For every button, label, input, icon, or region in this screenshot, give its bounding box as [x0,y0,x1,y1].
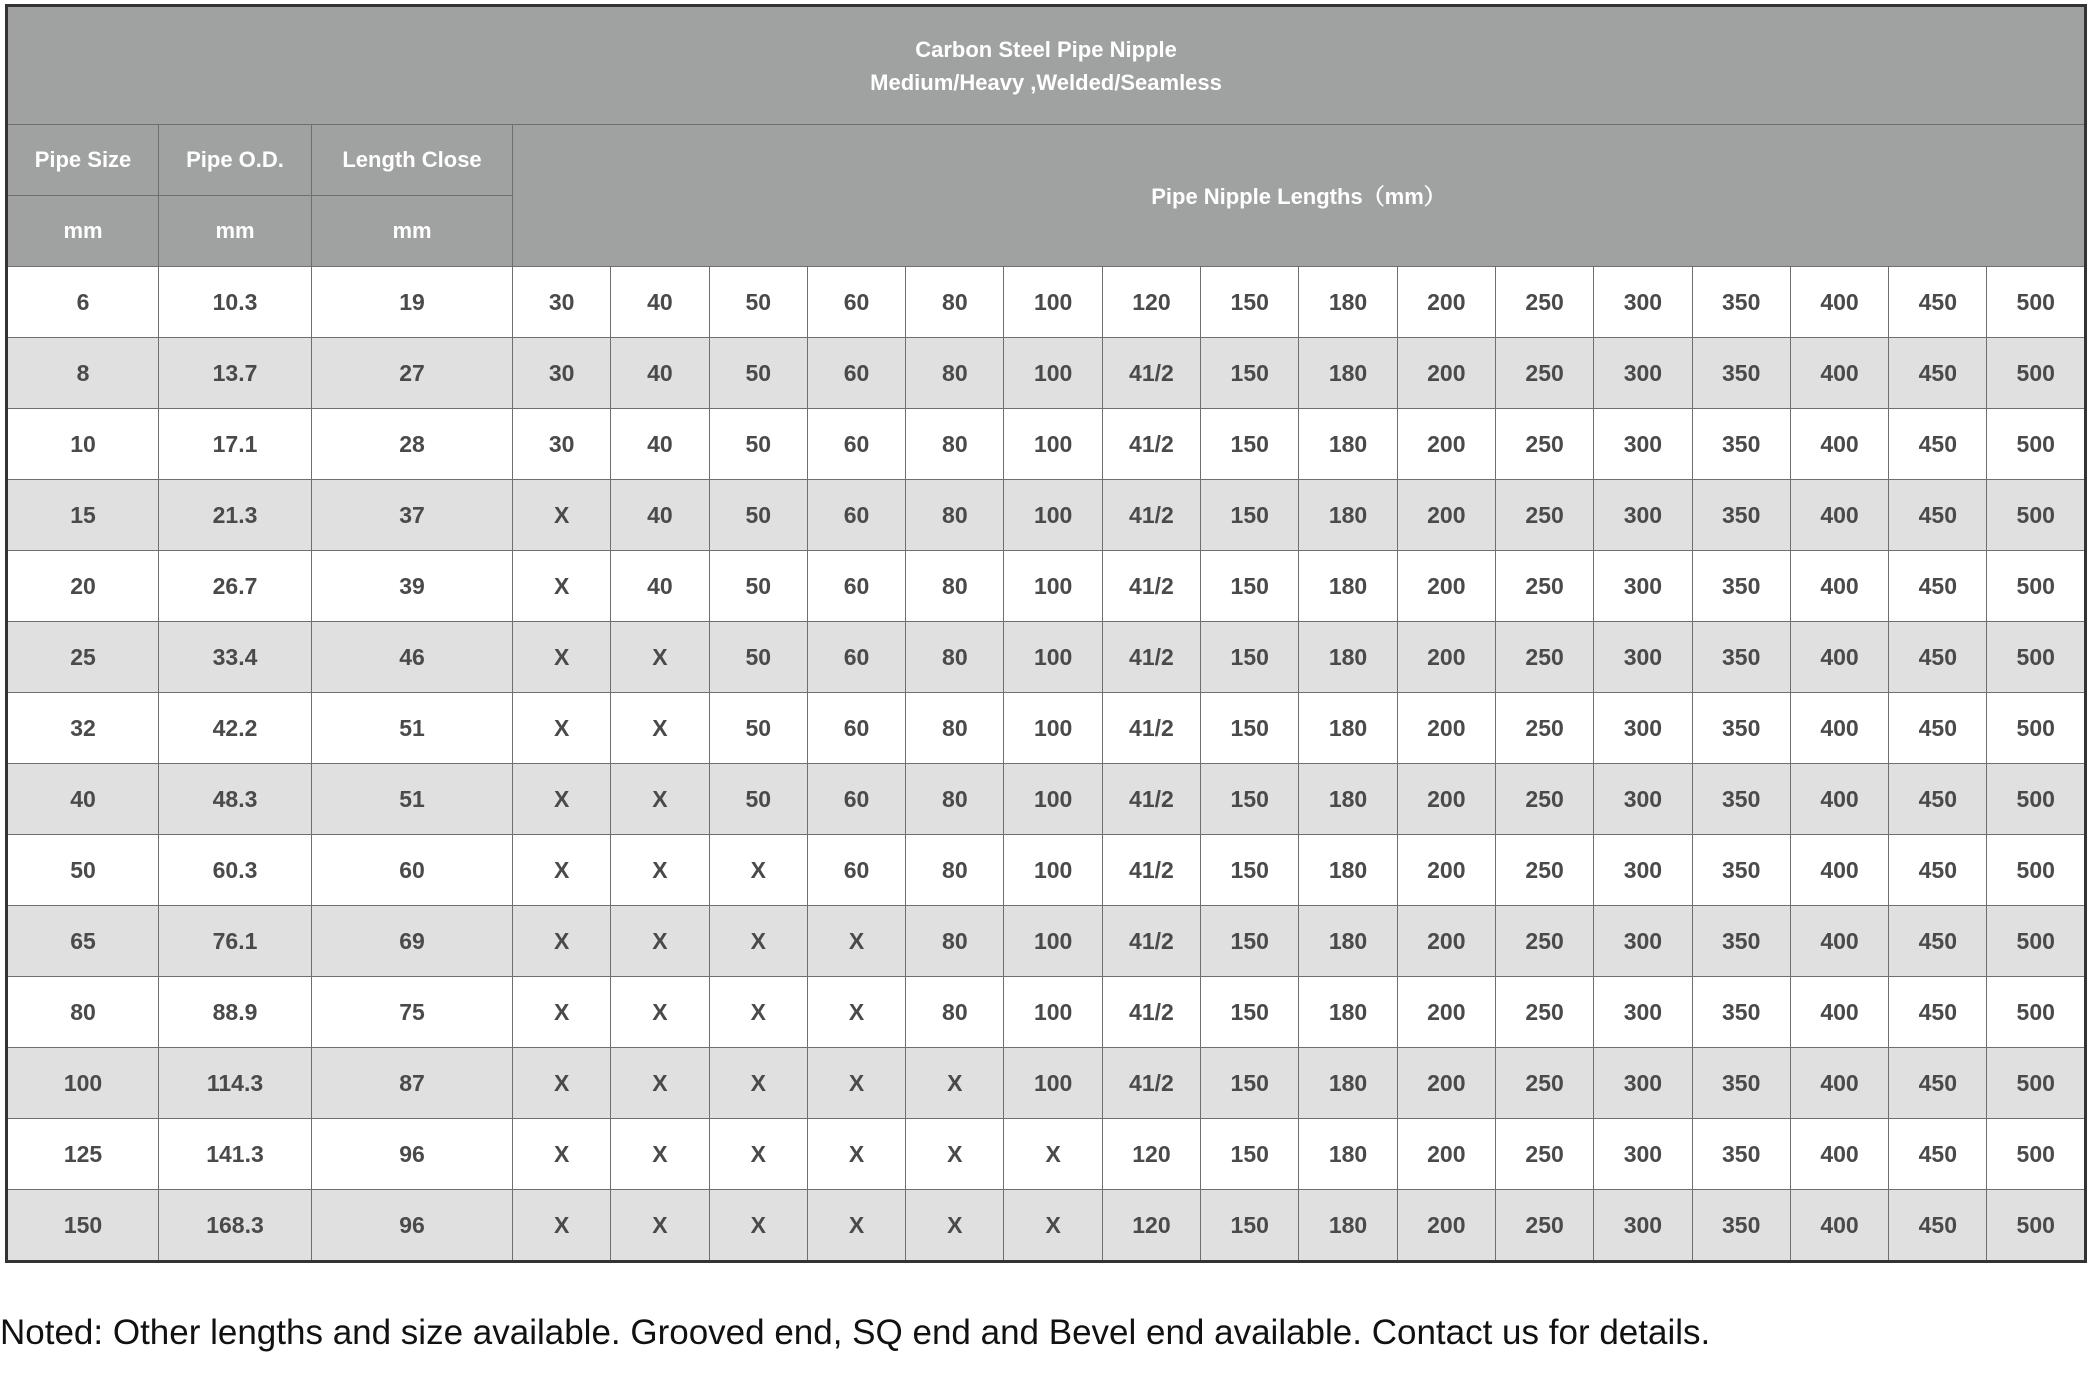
cell-nipple-length: 60 [807,693,905,764]
cell-nipple-length: 400 [1790,622,1888,693]
cell-nipple-length: 250 [1495,338,1593,409]
cell-nipple-length: 40 [611,551,709,622]
cell-pipe-size: 32 [7,693,159,764]
cell-pipe-size: 10 [7,409,159,480]
cell-nipple-length: 500 [1987,693,2086,764]
header-pipe-nipple-lengths: Pipe Nipple Lengths（mm） [513,125,2086,267]
cell-nipple-length: 450 [1889,977,1987,1048]
cell-pipe-size: 100 [7,1048,159,1119]
cell-nipple-length: 200 [1397,267,1495,338]
cell-nipple-length: 300 [1594,1048,1692,1119]
cell-nipple-length: X [611,1119,709,1190]
cell-nipple-length: 180 [1299,1190,1397,1262]
cell-nipple-length: 350 [1692,764,1790,835]
cell-nipple-length: X [513,693,611,764]
cell-nipple-length: 450 [1889,1190,1987,1262]
cell-nipple-length: 80 [906,551,1004,622]
cell-nipple-length: 41/2 [1102,835,1200,906]
cell-nipple-length: 300 [1594,1190,1692,1262]
cell-nipple-length: X [513,1048,611,1119]
cell-nipple-length: 350 [1692,1119,1790,1190]
cell-nipple-length: 80 [906,906,1004,977]
cell-nipple-length: 250 [1495,1190,1593,1262]
table-title-line1: Carbon Steel Pipe Nipple [915,36,1177,62]
cell-nipple-length: 41/2 [1102,764,1200,835]
cell-nipple-length: 200 [1397,1119,1495,1190]
cell-nipple-length: 300 [1594,338,1692,409]
cell-nipple-length: 50 [709,409,807,480]
cell-nipple-length: 120 [1102,1190,1200,1262]
cell-nipple-length: X [611,906,709,977]
cell-nipple-length: X [807,906,905,977]
cell-nipple-length: 200 [1397,835,1495,906]
cell-nipple-length: 80 [906,267,1004,338]
cell-nipple-length: 450 [1889,835,1987,906]
cell-nipple-length: 450 [1889,1048,1987,1119]
cell-nipple-length: 350 [1692,906,1790,977]
cell-nipple-length: 250 [1495,906,1593,977]
footnote: Noted: Other lengths and size available. Grooved end, SQ end and Bevel end available. Contact us for details. [0,1313,1711,1352]
cell-nipple-length: 500 [1987,977,2086,1048]
cell-nipple-length: 500 [1987,622,2086,693]
cell-nipple-length: X [611,622,709,693]
cell-nipple-length: 500 [1987,480,2086,551]
cell-nipple-length: 350 [1692,835,1790,906]
cell-nipple-length: X [611,1190,709,1262]
cell-nipple-length: X [611,1048,709,1119]
cell-nipple-length: 100 [1004,267,1102,338]
cell-pipe-od: 48.3 [159,764,312,835]
cell-nipple-length: 200 [1397,622,1495,693]
cell-nipple-length: 150 [1201,835,1299,906]
header-pipe-od: Pipe O.D. [159,125,312,196]
cell-nipple-length: X [807,1190,905,1262]
cell-nipple-length: 450 [1889,338,1987,409]
cell-pipe-od: 42.2 [159,693,312,764]
cell-nipple-length: X [1004,1119,1102,1190]
cell-nipple-length: 40 [611,338,709,409]
cell-nipple-length: 250 [1495,1119,1593,1190]
cell-nipple-length: 30 [513,338,611,409]
cell-nipple-length: 400 [1790,693,1888,764]
table-row [7,693,2086,764]
cell-nipple-length: 400 [1790,551,1888,622]
cell-nipple-length: 400 [1790,480,1888,551]
cell-nipple-length: X [709,906,807,977]
cell-nipple-length: 350 [1692,480,1790,551]
cell-nipple-length: 350 [1692,622,1790,693]
cell-nipple-length: 350 [1692,1048,1790,1119]
cell-nipple-length: 60 [807,764,905,835]
cell-nipple-length: 80 [906,764,1004,835]
table-title [7,6,2086,125]
cell-length-close: 39 [312,551,513,622]
cell-nipple-length: 350 [1692,409,1790,480]
cell-nipple-length: 400 [1790,977,1888,1048]
cell-nipple-length: 30 [513,409,611,480]
table-row [7,977,2086,1048]
cell-nipple-length: 40 [611,409,709,480]
cell-nipple-length: 450 [1889,693,1987,764]
header-unit-pipe-size: mm [7,196,159,267]
cell-nipple-length: 60 [807,338,905,409]
cell-nipple-length: 80 [906,622,1004,693]
cell-nipple-length: 41/2 [1102,906,1200,977]
cell-nipple-length: 41/2 [1102,409,1200,480]
cell-nipple-length: 250 [1495,835,1593,906]
cell-nipple-length: 180 [1299,551,1397,622]
table-row [7,267,2086,338]
cell-nipple-length: 150 [1201,693,1299,764]
cell-length-close: 75 [312,977,513,1048]
cell-nipple-length: 30 [513,267,611,338]
cell-nipple-length: 200 [1397,977,1495,1048]
cell-nipple-length: 500 [1987,267,2086,338]
cell-nipple-length: X [807,977,905,1048]
cell-nipple-length: 350 [1692,1190,1790,1262]
cell-nipple-length: 400 [1790,835,1888,906]
cell-nipple-length: 500 [1987,409,2086,480]
table-row [7,764,2086,835]
cell-nipple-length: 250 [1495,409,1593,480]
cell-nipple-length: 450 [1889,409,1987,480]
cell-nipple-length: 200 [1397,551,1495,622]
cell-nipple-length: 150 [1201,622,1299,693]
cell-length-close: 51 [312,693,513,764]
header-pipe-size: Pipe Size [7,125,159,196]
cell-nipple-length: 150 [1201,338,1299,409]
cell-pipe-size: 80 [7,977,159,1048]
cell-length-close: 96 [312,1190,513,1262]
table-row [7,551,2086,622]
cell-nipple-length: 80 [906,693,1004,764]
cell-nipple-length: 50 [709,480,807,551]
cell-nipple-length: X [513,480,611,551]
table-row [7,1048,2086,1119]
cell-nipple-length: 41/2 [1102,480,1200,551]
cell-nipple-length: 150 [1201,764,1299,835]
cell-nipple-length: 200 [1397,764,1495,835]
cell-nipple-length: X [709,835,807,906]
cell-nipple-length: 450 [1889,764,1987,835]
cell-nipple-length: 60 [807,480,905,551]
cell-nipple-length: X [906,1119,1004,1190]
cell-nipple-length: 450 [1889,551,1987,622]
cell-nipple-length: 250 [1495,267,1593,338]
cell-pipe-size: 50 [7,835,159,906]
cell-nipple-length: X [709,1048,807,1119]
cell-nipple-length: 500 [1987,1190,2086,1262]
cell-nipple-length: X [709,1190,807,1262]
table-row [7,622,2086,693]
cell-pipe-od: 168.3 [159,1190,312,1262]
cell-nipple-length: 450 [1889,622,1987,693]
cell-nipple-length: 400 [1790,267,1888,338]
table-row [7,409,2086,480]
cell-nipple-length: 500 [1987,338,2086,409]
cell-nipple-length: 50 [709,764,807,835]
cell-nipple-length: 350 [1692,267,1790,338]
cell-nipple-length: 400 [1790,1190,1888,1262]
cell-nipple-length: 300 [1594,267,1692,338]
cell-nipple-length: 41/2 [1102,622,1200,693]
cell-nipple-length: 100 [1004,1048,1102,1119]
cell-pipe-size: 20 [7,551,159,622]
cell-nipple-length: 40 [611,267,709,338]
table-row [7,338,2086,409]
cell-nipple-length: 50 [709,622,807,693]
cell-pipe-size: 15 [7,480,159,551]
cell-nipple-length: 180 [1299,622,1397,693]
cell-length-close: 96 [312,1119,513,1190]
cell-nipple-length: 50 [709,551,807,622]
table-row [7,1119,2086,1190]
cell-nipple-length: 500 [1987,551,2086,622]
table-body [7,267,2086,1262]
table-row [7,906,2086,977]
cell-nipple-length: 300 [1594,693,1692,764]
cell-nipple-length: 250 [1495,764,1593,835]
cell-nipple-length: 41/2 [1102,1048,1200,1119]
cell-pipe-od: 88.9 [159,977,312,1048]
cell-nipple-length: 100 [1004,480,1102,551]
cell-nipple-length: X [513,1190,611,1262]
cell-nipple-length: 100 [1004,764,1102,835]
cell-nipple-length: X [611,693,709,764]
cell-nipple-length: 100 [1004,622,1102,693]
cell-nipple-length: 350 [1692,693,1790,764]
cell-length-close: 37 [312,480,513,551]
cell-nipple-length: 100 [1004,693,1102,764]
cell-pipe-od: 21.3 [159,480,312,551]
cell-nipple-length: 450 [1889,480,1987,551]
cell-nipple-length: 180 [1299,977,1397,1048]
cell-pipe-od: 13.7 [159,338,312,409]
cell-nipple-length: 200 [1397,906,1495,977]
cell-nipple-length: X [513,1119,611,1190]
cell-nipple-length: 180 [1299,764,1397,835]
cell-nipple-length: 300 [1594,480,1692,551]
cell-nipple-length: X [807,1048,905,1119]
cell-nipple-length: 150 [1201,906,1299,977]
cell-nipple-length: 250 [1495,1048,1593,1119]
cell-nipple-length: 180 [1299,1048,1397,1119]
cell-nipple-length: 41/2 [1102,977,1200,1048]
cell-nipple-length: 100 [1004,551,1102,622]
cell-nipple-length: X [906,1048,1004,1119]
cell-nipple-length: X [513,977,611,1048]
cell-pipe-od: 26.7 [159,551,312,622]
cell-nipple-length: 180 [1299,409,1397,480]
cell-pipe-size: 25 [7,622,159,693]
cell-nipple-length: 180 [1299,693,1397,764]
cell-pipe-size: 6 [7,267,159,338]
cell-nipple-length: X [709,1119,807,1190]
cell-nipple-length: 80 [906,835,1004,906]
cell-nipple-length: 50 [709,267,807,338]
cell-nipple-length: 450 [1889,906,1987,977]
cell-nipple-length: 150 [1201,409,1299,480]
cell-nipple-length: 300 [1594,906,1692,977]
cell-pipe-size: 8 [7,338,159,409]
cell-pipe-size: 150 [7,1190,159,1262]
cell-nipple-length: 80 [906,409,1004,480]
cell-nipple-length: 350 [1692,338,1790,409]
cell-nipple-length: 150 [1201,551,1299,622]
cell-nipple-length: 500 [1987,835,2086,906]
cell-nipple-length: X [709,977,807,1048]
cell-nipple-length: X [1004,1190,1102,1262]
cell-nipple-length: 450 [1889,267,1987,338]
cell-nipple-length: 350 [1692,551,1790,622]
cell-nipple-length: 41/2 [1102,551,1200,622]
cell-nipple-length: 41/2 [1102,693,1200,764]
cell-pipe-od: 10.3 [159,267,312,338]
cell-nipple-length: 100 [1004,835,1102,906]
cell-pipe-size: 40 [7,764,159,835]
cell-pipe-od: 76.1 [159,906,312,977]
cell-nipple-length: 350 [1692,977,1790,1048]
cell-nipple-length: 400 [1790,338,1888,409]
cell-nipple-length: 150 [1201,1190,1299,1262]
cell-length-close: 28 [312,409,513,480]
cell-nipple-length: 150 [1201,1119,1299,1190]
cell-nipple-length: 200 [1397,1190,1495,1262]
cell-nipple-length: 150 [1201,977,1299,1048]
cell-length-close: 69 [312,906,513,977]
cell-nipple-length: 80 [906,480,1004,551]
cell-nipple-length: X [611,977,709,1048]
cell-length-close: 60 [312,835,513,906]
cell-nipple-length: 150 [1201,480,1299,551]
cell-nipple-length: 60 [807,622,905,693]
cell-nipple-length: 100 [1004,906,1102,977]
cell-nipple-length: 250 [1495,551,1593,622]
cell-nipple-length: 41/2 [1102,338,1200,409]
cell-nipple-length: 180 [1299,1119,1397,1190]
cell-nipple-length: 500 [1987,906,2086,977]
cell-nipple-length: 300 [1594,551,1692,622]
cell-nipple-length: X [513,906,611,977]
cell-nipple-length: X [611,835,709,906]
cell-nipple-length: 150 [1201,267,1299,338]
cell-nipple-length: X [611,764,709,835]
cell-nipple-length: X [513,764,611,835]
cell-nipple-length: X [807,1119,905,1190]
cell-nipple-length: 60 [807,835,905,906]
cell-length-close: 51 [312,764,513,835]
cell-length-close: 27 [312,338,513,409]
cell-pipe-od: 114.3 [159,1048,312,1119]
cell-nipple-length: 300 [1594,1119,1692,1190]
cell-nipple-length: 400 [1790,906,1888,977]
cell-nipple-length: X [513,551,611,622]
header-unit-pipe-od: mm [159,196,312,267]
cell-nipple-length: 200 [1397,409,1495,480]
cell-nipple-length: X [513,622,611,693]
cell-nipple-length: 80 [906,338,1004,409]
cell-pipe-size: 125 [7,1119,159,1190]
cell-nipple-length: 450 [1889,1119,1987,1190]
cell-nipple-length: 180 [1299,906,1397,977]
table-title-line2: Medium/Heavy ,Welded/Seamless [870,69,1222,95]
cell-pipe-od: 141.3 [159,1119,312,1190]
cell-nipple-length: 500 [1987,1048,2086,1119]
cell-nipple-length: 500 [1987,764,2086,835]
cell-nipple-length: 300 [1594,764,1692,835]
cell-nipple-length: 50 [709,338,807,409]
cell-nipple-length: 200 [1397,1048,1495,1119]
table-row [7,480,2086,551]
cell-nipple-length: 60 [807,409,905,480]
table-row [7,835,2086,906]
cell-length-close: 19 [312,267,513,338]
cell-nipple-length: 180 [1299,338,1397,409]
cell-pipe-size: 65 [7,906,159,977]
cell-nipple-length: 60 [807,267,905,338]
cell-nipple-length: 100 [1004,977,1102,1048]
cell-pipe-od: 60.3 [159,835,312,906]
cell-pipe-od: 17.1 [159,409,312,480]
cell-nipple-length: 180 [1299,835,1397,906]
cell-nipple-length: 50 [709,693,807,764]
cell-length-close: 46 [312,622,513,693]
cell-nipple-length: X [906,1190,1004,1262]
cell-pipe-od: 33.4 [159,622,312,693]
cell-nipple-length: 300 [1594,835,1692,906]
cell-nipple-length: 60 [807,551,905,622]
cell-nipple-length: 500 [1987,1119,2086,1190]
cell-nipple-length: 300 [1594,622,1692,693]
header-unit-length-close: mm [312,196,513,267]
cell-nipple-length: 180 [1299,480,1397,551]
cell-nipple-length: 300 [1594,977,1692,1048]
cell-nipple-length: 400 [1790,764,1888,835]
table-row [7,1190,2086,1262]
cell-nipple-length: 120 [1102,1119,1200,1190]
cell-length-close: 87 [312,1048,513,1119]
cell-nipple-length: 250 [1495,622,1593,693]
cell-nipple-length: 180 [1299,267,1397,338]
cell-nipple-length: 400 [1790,409,1888,480]
cell-nipple-length: 80 [906,977,1004,1048]
cell-nipple-length: 250 [1495,480,1593,551]
cell-nipple-length: 400 [1790,1048,1888,1119]
cell-nipple-length: 250 [1495,977,1593,1048]
cell-nipple-length: 200 [1397,338,1495,409]
pipe-nipple-spec-table [5,4,2087,1263]
header-length-close: Length Close [312,125,513,196]
cell-nipple-length: 150 [1201,1048,1299,1119]
cell-nipple-length: 400 [1790,1119,1888,1190]
cell-nipple-length: X [513,835,611,906]
cell-nipple-length: 250 [1495,693,1593,764]
cell-nipple-length: 100 [1004,338,1102,409]
cell-nipple-length: 200 [1397,693,1495,764]
cell-nipple-length: 40 [611,480,709,551]
cell-nipple-length: 300 [1594,409,1692,480]
cell-nipple-length: 200 [1397,480,1495,551]
cell-nipple-length: 120 [1102,267,1200,338]
cell-nipple-length: 100 [1004,409,1102,480]
